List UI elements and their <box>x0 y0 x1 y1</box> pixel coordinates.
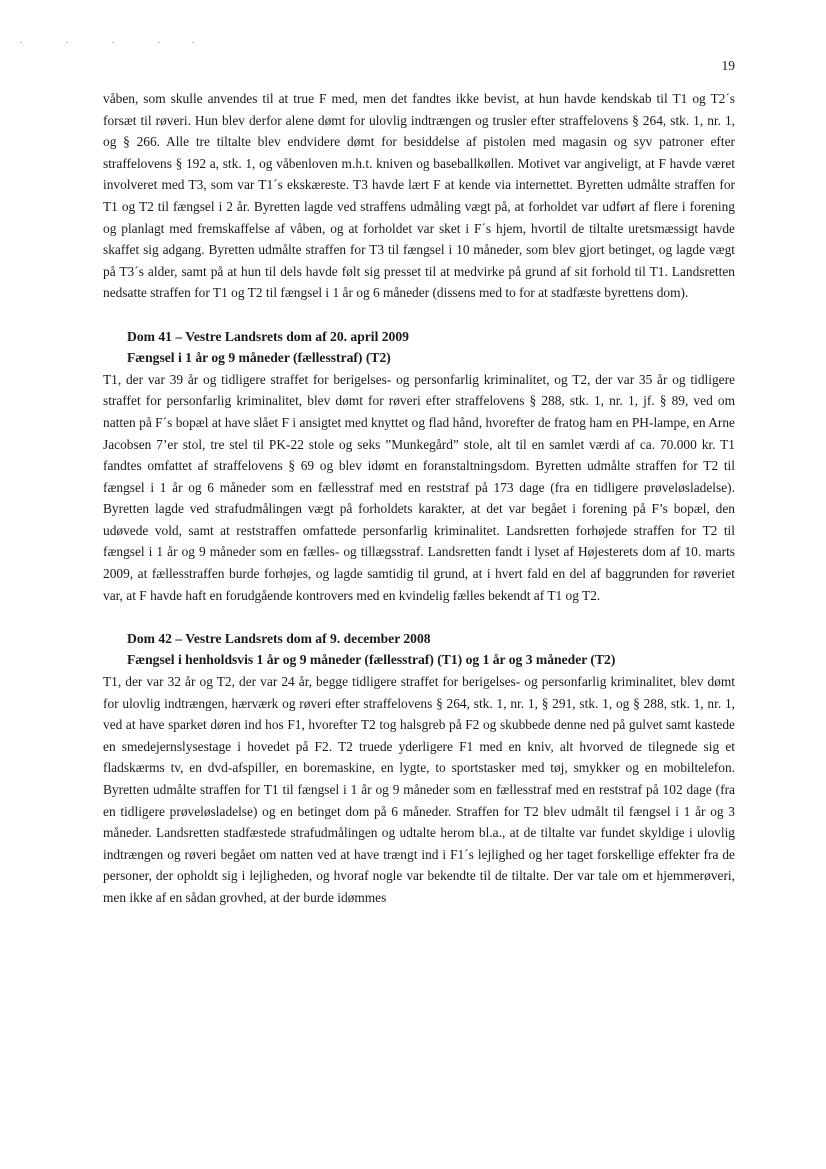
case-body: T1, der var 32 år og T2, der var 24 år, begge tidligere straffet for berigelses- og personfarlig kriminalitet, blev dømt for ulovlig indtrængen, hærværk og røveri efter straffelovens § 264, stk. 1, nr. 1, § 291, stk. 1, og § 288, stk. 1, nr. 1, ved at have sparket døren ind hos F1, hvorefter T2 tog halsgreb på F2 og skubbede denne ned på gulvet samt kastede en smedejernslysestage i hovedet på F2. T2 truede yderligere F1 med en kniv, alt hvorved de tilegnede sig et fladskærms tv, en dvd-afspiller, en boremaskine, en lygte, to sportstasker med tøj, smykker og en mobiltelefon. Byretten udmålte straffen for T1 til fængsel i 1 år og 9 måneder som en fællesstraf med en reststraf på 102 dage (fra en tidligere prøveløsladelse) og en betinget dom på 6 måneder. Straffen for T2 blev udmålt til fængsel i 1 år og 3 måneder. Landsretten stadfæstede strafudmålingen og udtalte herom bl.a., at de tiltalte var fundet skyldige i ulovlig indtrængen og røveri begået om natten ved at have trængt ind i F1´s lejlighed og her taget forskellige effekter fra de personer, der opholdt sig i lejligheden, og hvoraf nogle var bekendte til de tiltalte. Der var tale om et hjemmerøveri, men ikke af en sådan grovhed, at der burde idømmes <box>103 674 735 905</box>
scan-speck <box>158 42 160 43</box>
section-gap <box>103 304 735 326</box>
case-sentence: Fængsel i henholdsvis 1 år og 9 måneder (fællesstraf) (T1) og 1 år og 3 måneder (T2) <box>127 652 616 668</box>
intro-paragraph: våben, som skulle anvendes til at true F med, men det fandtes ikke bevist, at hun havde kendskab til T1 og T2´s forsæt til røveri. Hun blev derfor alene dømt for ulovlig indtrængen og trusler efter straffelovens § 264, stk. 1, nr. 1, og § 266. Alle tre tiltalte blev endvidere dømt for besiddelse af pistolen med magasin og syv patroner efter straffelovens § 192 a, stk. 1, og våbenloven m.h.t. kniven og baseballkøllen. Motivet var angiveligt, at F havde været involveret med T3, som var T1´s ekskæreste. T3 havde lært F at kende via internettet. Byretten udmålte straffen for T1 og T2 til fængsel i 2 år. Byretten lagde ved straffens udmåling vægt på, at forholdet var udført af flere i forening og planlagt med fremskaffelse af våben, og at forholdet var sket i F´s hjem, hvortil de tiltalte uretsmæssigt havde skaffet sig adgang. Byretten udmålte straffen for T3 til fængsel i 10 måneder, som blev gjort betinget, og lagde vægt på T3´s alder, samt på at hun til dels havde følt sig presset til at medvirke på grund af sit forhold til T1. Landsretten nedsatte straffen for T1 og T2 til fængsel i 1 år og 6 måneder (dissens med to for at stadfæste byrettens dom). <box>103 91 735 301</box>
page-content <box>103 88 735 909</box>
case-body: T1, der var 39 år og tidligere straffet for berigelses- og personfarlig kriminalitet, og T2, der var 35 år og tidligere straffet for personfarlig kriminalitet, blev dømt for røveri efter straffelovens § 288, stk. 1, nr. 1, jf. § 89, ved om natten på F´s bopæl at have slået F i ansigtet med knyttet og flad hånd, hvorefter de fratog ham en PH-lampe, en Arne Jacobsen 7’er stol, tre stel til PK-22 stole og seks ”Munkegård” stole, alt til en samlet værdi af ca. 70.000 kr. T1 fandtes omfattet af straffelovens § 69 og blev idømt en foranstaltningsdom. Byretten udmålte straffen for T2 til fængsel i 1 år og 6 måneder som en fællesstraf med en reststraf på 173 dage (fra en tidligere prøveløsladelse). Byretten lagde ved strafudmålingen vægt på forholdets karakter, at det var begået i forening på F’s bopæl, den udøvede vold, samt at reststraffen omfattede personfarlig kriminalitet. Landsretten forhøjede straffen for T2 til fængsel i 1 år og 9 måneder som en fælles- og tillægsstraf. Landsretten fandt i lyset af Højesterets dom af 10. marts 2009, at fællesstraffen burde forhøjes, og lagde samtidig til grund, at i hvert fald en del af baggrunden for røveriet var, at F havde haft en forudgående kontrovers med en kvindelig fælles bekendt af T1 og T2. <box>103 371 735 603</box>
scan-specks <box>20 42 220 46</box>
section-gap <box>103 606 735 628</box>
scan-speck <box>66 42 68 43</box>
page-number: 19 <box>721 58 735 73</box>
case-dom-42 <box>103 628 735 909</box>
scan-speck <box>20 42 22 43</box>
scan-speck <box>112 42 114 43</box>
scan-speck <box>192 42 194 43</box>
case-title: Dom 41 – Vestre Landsrets dom af 20. april 2009 <box>127 328 409 344</box>
case-title: Dom 42 – Vestre Landsrets dom af 9. december 2008 <box>127 630 431 646</box>
case-sentence: Fængsel i 1 år og 9 måneder (fællesstraf) (T2) <box>127 350 391 366</box>
case-dom-41 <box>103 326 735 607</box>
